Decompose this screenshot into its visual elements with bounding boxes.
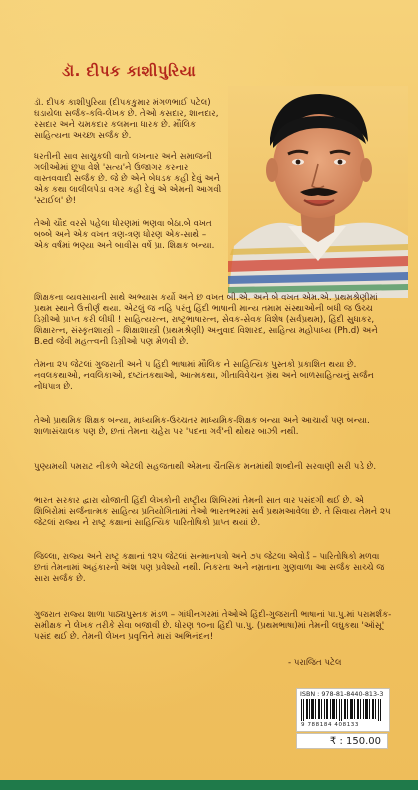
author-photo — [228, 86, 408, 298]
paragraph-schooling: તેઓ ચૌદ વરસે પહેલા ધોરણમાં ભણવા બેઠા.બે વખત બબ્બે અને એક વખત ત્રણ-ત્રણ ધોરણ એક-સાથે – એક વર્ષમાં ભણ્યા અને બાવીસ વર્ષે પ્રા. શિક્ષક બન્યા. — [34, 219, 215, 252]
barcode-digits: 9 788184 408133 — [301, 722, 359, 728]
paragraph-books: તેમના ૨૫ જેટલાં ગુજરાતી અને ૫ હિંદી ભાષામાં મૌલિક ને સાહિત્યિક પુસ્તકો પ્રકાશિત થયા છે. નવલકથાઓ, નવલિકાઓ, દષ્ટાંતકથાઓ, આત્મકથા, ગીતાવિવેચન ગ્રંથ અને બાળસાહિત્યનું સર્જન નોંધપાત્ર છે. — [34, 360, 374, 393]
bottom-stripe — [0, 780, 418, 790]
paragraph-career: તેઓ પ્રાથમિક શિક્ષક બન્યા, માધ્યમિક-ઉચ્ચતર માધ્યમિક-શિક્ષક બન્યા અને આચાર્ય પણ બન્યા. શાળાસંચાલક પણ છે, છતાં તેમના ચહેરા પર 'પદના ગર્વ'ની થોથર બાઝી નથી. — [34, 416, 370, 438]
paragraph-awards: જિલ્લા, રાજ્ય અને રાષ્ટ્ર કક્ષાનાં ૧૨૫ જેટલાં સન્માનપત્રો અને ૭૫ જેટલા એવોર્ડ – પારિતોષિકો મળવા છતાં તેમનામાં અહંકારનો અંશ પણ પ્રવેશ્યો નથી. નિકરતા અને નમ્રતાના ગુણવાળા આ સર્જક સાચ્ચે જ સારા સર્જક છે. — [34, 552, 385, 585]
paragraph-degrees: શિક્ષકના વ્યવસાયની સાથે અભ્યાસ કર્યો અને છ વખત બી.એ. અને બે વખત એમ.એ. પ્રથમશ્રેણીમાં પ્રથમ સ્થાને ઉત્તીર્ણ થયા. એટલું જ નહિ પરંતુ હિંદી ભાષાની માન્ય તમામ સંસ્થાઓની બધી જ ઉચ્ચ ડિગ્રીઓ પ્રાપ્ત કરી લીધી ! સાહિત્યરત્ન, રાષ્ટ્રભાષારત્ન, સેવક-સેવક વિશેષ (સર્વપ્રથમ), હિંદી સુધાકર, શિક્ષારત્ન, સંસ્કૃતશાસ્ત્રી – શિક્ષાશાસ્ત્રી (પ્રથમશ્રેણી) અનુવાદ વિશારદ, સાહિત્ય મહોપાધ્ય (Ph.d) અને B.ed જેવી મહત્ત્વની ડિગ્રીઓ પણ મેળવી છે. — [34, 293, 378, 348]
price-label: ₹ : 150.00 — [296, 733, 388, 749]
paragraph-realism: ધરતીની સાવ સાચુકલી વાતો લખનાર અને સમાજની ગલીઓમાં છૂપા વેશે 'સત્ય'ને ઉજાગર કરનાર વાસ્તવવાદી સર્જક છે. જે છે એને બેધડક કહી દેવું અને એક કથા લાલીલપેડા વગર કહી દેવું એ એમની આગવી 'સ્ટાઈલ' છે! — [34, 152, 222, 207]
author-name-heading: ડૉ. દીપક કાશીપુરિયા — [62, 62, 197, 80]
paragraph-words: પુણ્યમયી પમરાટ નીકળે એટલી સહજતાથી એમના ચૈતસિક મનમાંથી શબ્દોની સરવાણી સરી પડે છે. — [34, 462, 377, 472]
paragraph-textbook-board: ગુજરાત રાજ્ય શાળા પાઠ્યપુસ્તક મંડળ – ગાંધીનગરમાં તેઓએ હિંદી-ગુજરાતી ભાષાનાં પા.પુ.માં પરામર્શક-સમીક્ષક ને લેખક તરીકે સેવા બજાવી છે. ધોરણ ૧૦ના હિંદી પા.પુ. (પ્રથમભાષા)માં તેમની લઘુકથા 'ઑંસૂ' પસંદ થઈ છે. તેમની લેખન પ્રવૃત્તિને મારાં અભિનંદન! — [34, 610, 392, 643]
paragraph-national-camps: ભારત સરકાર દ્વારા યોજાતી હિંદી લેખકોની રાષ્ટ્રીય શિબિરમાં તેમની સાત વાર પસંદગી થઈ છે. એ શિબિરોમાં સર્જનાત્મક સાહિત્ય પ્રતિયોગિતામાં તેઓ ભારતભરમાં સર્વ પ્રથમઆવેલા છે. તે સિવાય તેમને ૨૫ જેટલાં રાજ્ય ને રાષ્ટ્ર કક્ષાનાં સાહિત્યિક પારિતોષિકો પ્રાપ્ત થયાં છે. — [34, 496, 391, 529]
isbn-label: ISBN : 978-81-8440-813-3 — [300, 690, 384, 698]
barcode — [296, 688, 390, 732]
paragraph-intro: ડૉ. દીપક કાશીપુરિયા (દીપકકુમાર મંગળભાઈ પટેલ) ઘડાયેલા સર્જક-કવિ-લેખક છે. તેઓ કસદાર, શાનદાર, રસદાર અને ચમકદાર કલમના ધારક છે. મૌલિક સાહિત્યના અચ્છા સર્જક છે. — [34, 98, 219, 142]
barcode-bars — [301, 699, 385, 721]
signature: - પરાજિત પટેલ — [288, 658, 342, 668]
